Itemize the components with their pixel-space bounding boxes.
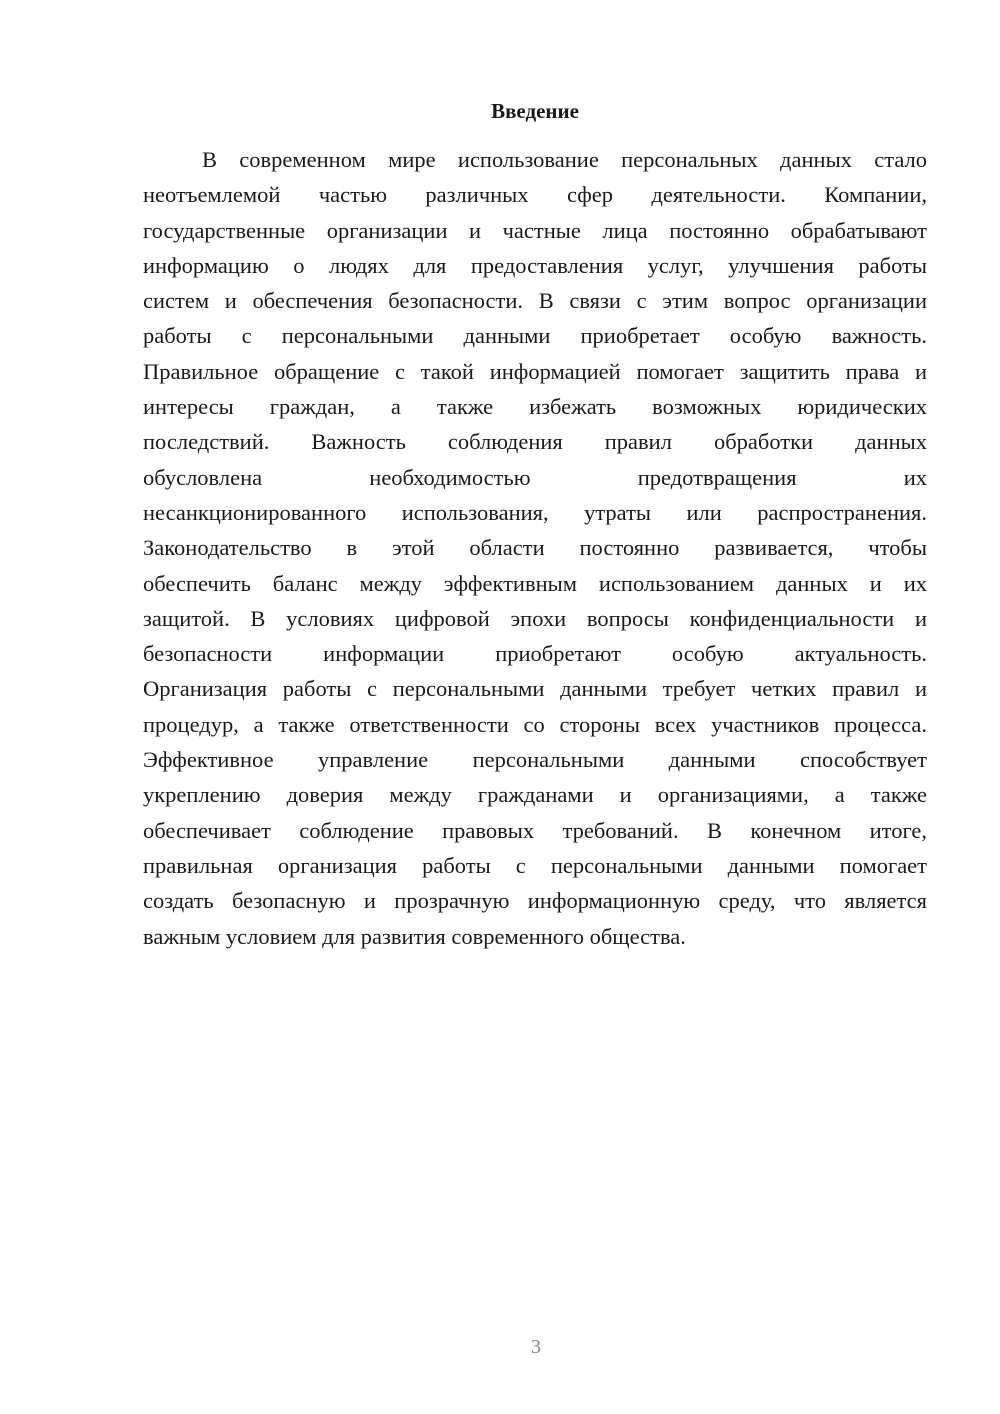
page-number: 3 <box>531 1336 541 1358</box>
paragraph-line: государственные организации и частные лица постоянно обрабатывают <box>143 217 927 243</box>
paragraph-line: последствий. Важность соблюдения правил обработки данных <box>143 429 927 455</box>
paragraph-line: Законодательство в этой области постоянно развивается, чтобы <box>143 535 927 561</box>
paragraph-line: В современном мире использование персональных данных стало <box>202 147 927 172</box>
paragraph-line: информацию о людях для предоставления услуг, улучшения работы <box>143 252 927 278</box>
paragraph-line: важным условием для развития современного общества. <box>143 923 686 949</box>
paragraph-line: обеспечивает соблюдение правовых требований. В конечном итоге, <box>143 817 927 843</box>
paragraph-line: обусловлена необходимостью предотвращения их <box>143 464 927 490</box>
section-heading: Введение <box>491 99 579 123</box>
paragraph-line: создать безопасную и прозрачную информационную среду, что является <box>143 888 927 914</box>
paragraph-line: Эффективное управление персональными данными способствует <box>143 747 927 773</box>
paragraph-line: безопасности информации приобретают особую актуальность. <box>143 641 927 667</box>
paragraph-line: процедур, а также ответственности со стороны всех участников процесса. <box>143 711 927 737</box>
paragraph-line: правильная организация работы с персональными данными помогает <box>143 852 927 878</box>
paragraph-line: Организация работы с персональными данными требует четких правил и <box>143 676 927 702</box>
paragraph-line: систем и обеспечения безопасности. В связи с этим вопрос организации <box>143 288 927 314</box>
paragraph-line: интересы граждан, а также избежать возможных юридических <box>143 394 927 420</box>
paragraph-line: работы с персональными данными приобретает особую важность. <box>143 323 927 349</box>
paragraph-line: неотъемлемой частью различных сфер деятельности. Компании, <box>143 182 927 208</box>
paragraph-line: Правильное обращение с такой информацией помогает защитить права и <box>143 358 927 384</box>
paragraph-line: несанкционированного использования, утраты или распространения. <box>143 499 927 525</box>
paragraph-line: укреплению доверия между гражданами и организациями, а также <box>143 782 927 808</box>
paragraph-line: обеспечить баланс между эффективным использованием данных и их <box>143 570 927 596</box>
paragraph-line: защитой. В условиях цифровой эпохи вопросы конфиденциальности и <box>143 605 927 631</box>
introduction-paragraph <box>143 142 927 954</box>
